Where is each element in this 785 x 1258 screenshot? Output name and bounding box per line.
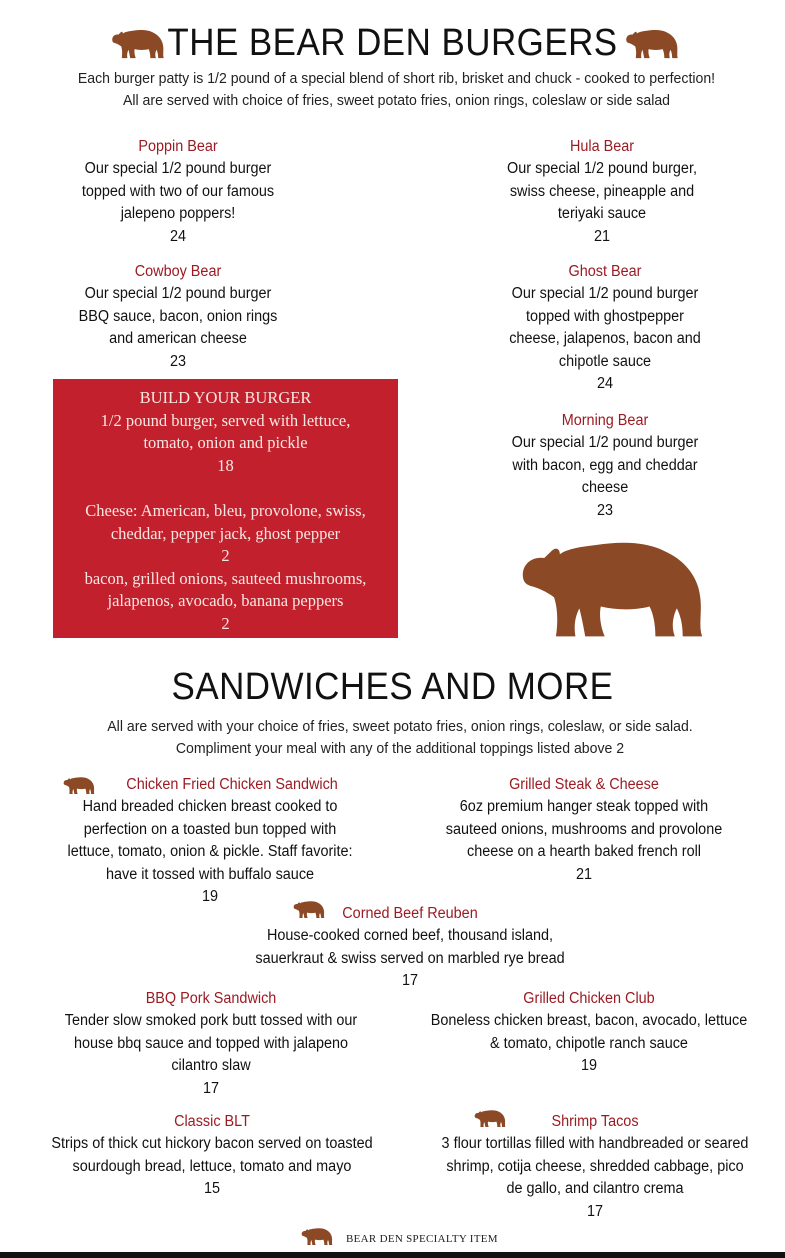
item-description: Boneless chicken breast, bacon, avocado, lettuce <box>430 1012 748 1030</box>
build-title: BUILD YOUR BURGER <box>139 388 312 407</box>
item-description: cheese, jalapenos, bacon and <box>509 330 701 348</box>
item-description: shrimp, cotija cheese, shredded cabbage, pico <box>446 1157 744 1175</box>
item-price: 19 <box>201 888 219 906</box>
item-price: 21 <box>575 865 593 883</box>
item-description: topped with two of our famous <box>81 182 275 200</box>
item-description: Strips of thick cut hickory bacon served on toasted <box>51 1135 373 1153</box>
item-description: Our special 1/2 pound burger <box>84 285 272 303</box>
item-description: with bacon, egg and cheddar <box>512 456 698 474</box>
item-name: Cowboy Bear <box>134 263 222 280</box>
build-description: 1/2 pound burger, served with lettuce, <box>100 410 351 430</box>
item-price: 17 <box>401 972 419 990</box>
item-name: Classic BLT <box>174 1113 250 1130</box>
item-name: Corned Beef Reuben <box>342 905 478 922</box>
item-description: Our special 1/2 pound burger <box>511 285 699 303</box>
item-price: 15 <box>203 1180 221 1198</box>
menu-item <box>35 1111 388 1201</box>
item-description: BBQ sauce, bacon, onion rings <box>78 307 278 325</box>
topping-options: bacon, grilled onions, sauteed mushrooms, <box>84 568 367 588</box>
item-description: 6oz premium hanger steak topped with <box>459 798 709 816</box>
menu-item <box>39 261 318 373</box>
build-description: tomato, onion and pickle <box>143 433 308 453</box>
sandwiches-intro <box>24 716 776 760</box>
item-description: house bbq sauce and topped with jalapeno <box>73 1034 349 1052</box>
bottom-rule <box>0 1252 785 1258</box>
item-description: Tender slow smoked pork butt tossed with our <box>64 1012 358 1030</box>
item-description: swiss cheese, pineapple and <box>509 182 695 200</box>
item-price: 17 <box>586 1202 604 1220</box>
item-name: Grilled Steak & Cheese <box>509 776 659 793</box>
item-description: House-cooked corned beef, thousand island, <box>266 927 554 945</box>
item-price: 24 <box>169 227 187 245</box>
menu-item <box>48 988 374 1100</box>
item-price: 24 <box>596 375 614 393</box>
menu-item <box>426 774 742 886</box>
cheese-price: 2 <box>221 546 230 566</box>
bear-illustration-icon <box>515 530 710 642</box>
sandwiches-intro-line: All are served with your choice of fries, sweet potato fries, onion rings, coleslaw, or side salad. <box>107 718 693 735</box>
item-description: and american cheese <box>109 330 247 348</box>
cheese-options: Cheese: American, bleu, provolone, swiss, <box>85 500 366 520</box>
build-your-burger-box <box>53 379 398 638</box>
burgers-intro <box>24 68 769 112</box>
item-name: Shrimp Tacos <box>551 1113 639 1130</box>
item-name: Poppin Bear <box>138 138 218 155</box>
cheese-options: cheddar, pepper jack, ghost pepper <box>110 523 341 543</box>
item-name: Chicken Fried Chicken Sandwich <box>126 776 338 793</box>
menu-item <box>466 261 745 395</box>
item-description: teriyaki sauce <box>557 205 647 223</box>
build-price: 18 <box>217 455 234 475</box>
item-description: cheese on a hearth baked french roll <box>466 843 702 861</box>
topping-price: 2 <box>221 613 230 633</box>
item-description: Our special 1/2 pound burger <box>84 160 272 178</box>
item-description: Our special 1/2 pound burger, <box>507 160 697 178</box>
bear-icon <box>624 26 680 60</box>
sandwiches-intro-line: Compliment your meal with any of the additional toppings listed above 2 <box>175 740 625 757</box>
item-description: cilantro slaw <box>171 1057 251 1075</box>
item-description: perfection on a toasted bun topped with <box>83 820 337 838</box>
item-description: jalepeno poppers! <box>120 205 236 223</box>
menu-item <box>423 1111 767 1223</box>
bear-icon <box>300 1226 334 1246</box>
item-price: 17 <box>202 1079 220 1097</box>
item-description: have it tossed with buffalo sauce <box>105 865 315 883</box>
item-description: topped with ghostpepper <box>526 307 684 325</box>
item-description: sauteed onions, mushrooms and provolone <box>445 820 723 838</box>
item-price: 23 <box>169 352 187 370</box>
item-description: sauerkraut & swiss served on marbled rye bread <box>255 949 565 967</box>
item-description: lettuce, tomato, onion & pickle. Staff favorite: <box>67 843 353 861</box>
item-price: 19 <box>580 1057 598 1075</box>
item-description: cheese <box>581 479 629 497</box>
item-name: Hula Bear <box>569 138 635 155</box>
item-description: chipotle sauce <box>558 352 652 370</box>
topping-options: jalapenos, avocado, banana peppers <box>107 591 344 611</box>
item-price: 23 <box>596 501 614 519</box>
item-description: 3 flour tortillas filled with handbreaded or seared <box>441 1135 749 1153</box>
specialty-legend-label: BEAR DEN SPECIALTY ITEM <box>346 1233 498 1245</box>
sandwiches-title: SANDWICHES AND MORE <box>171 666 614 708</box>
menu-item <box>215 903 606 993</box>
item-name: Ghost Bear <box>568 263 642 280</box>
menu-item <box>417 988 761 1078</box>
item-description: & tomato, chipotle ranch sauce <box>490 1034 688 1052</box>
burgers-title: THE BEAR DEN BURGERS <box>167 22 618 64</box>
menu-item <box>466 410 745 522</box>
menu-item <box>52 774 368 908</box>
item-description: Our special 1/2 pound burger <box>511 434 699 452</box>
menu-item <box>463 136 742 248</box>
item-name: BBQ Pork Sandwich <box>145 990 277 1007</box>
item-name: Morning Bear <box>561 412 649 429</box>
item-description: de gallo, and cilantro crema <box>506 1180 684 1198</box>
item-price: 21 <box>593 227 611 245</box>
menu-item <box>39 136 318 248</box>
burgers-intro-line: Each burger patty is 1/2 pound of a special blend of short rib, brisket and chuck - cooked to perfection! <box>77 70 716 87</box>
item-name: Grilled Chicken Club <box>523 990 655 1007</box>
burgers-intro-line: All are served with choice of fries, sweet potato fries, onion rings, coleslaw or side salad <box>122 92 671 109</box>
item-description: Hand breaded chicken breast cooked to <box>82 798 338 816</box>
item-description: sourdough bread, lettuce, tomato and mayo <box>72 1157 352 1175</box>
